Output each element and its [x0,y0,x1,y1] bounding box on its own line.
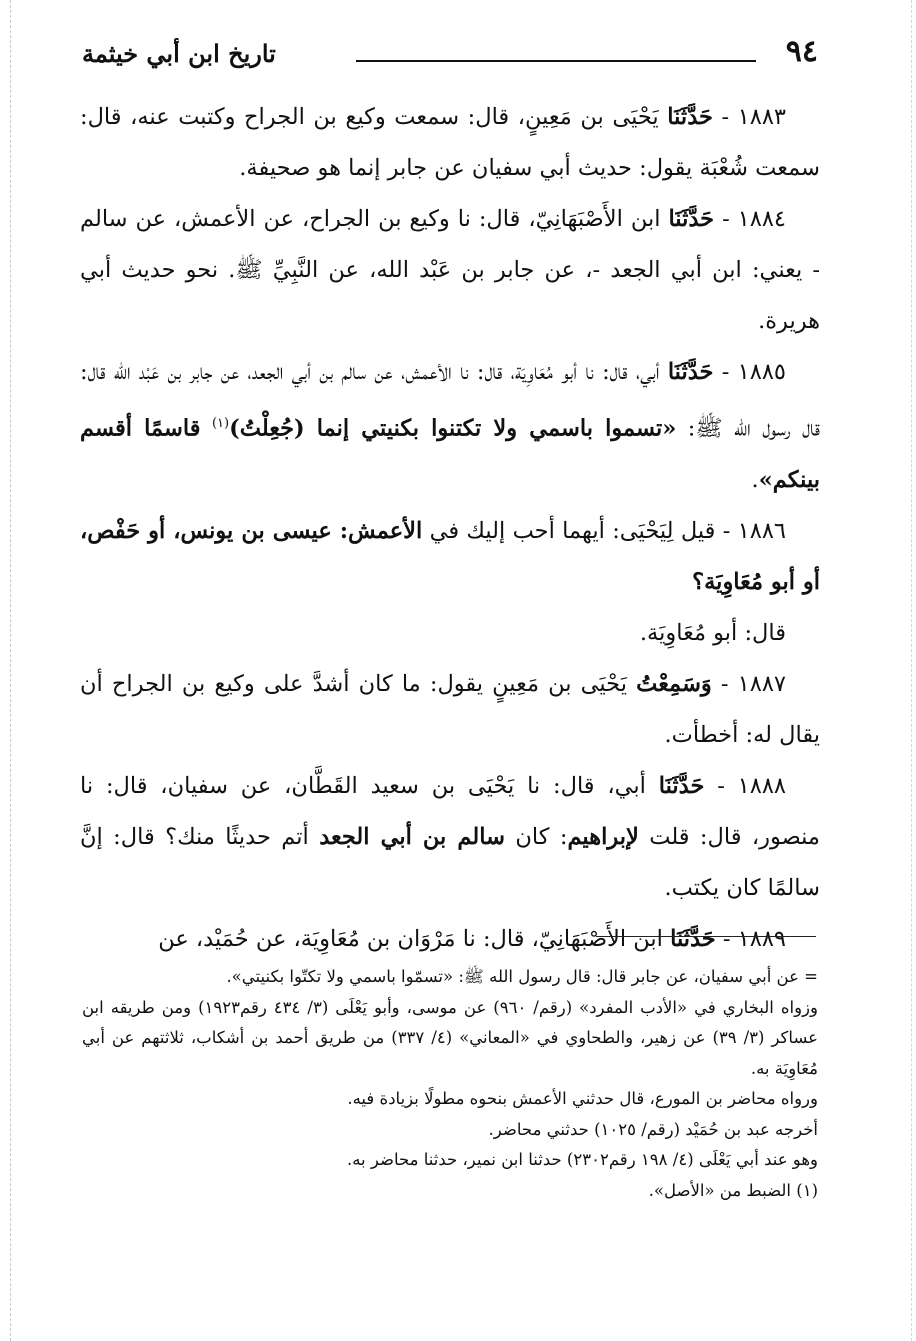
narration-verb: حَدَّثَنَا [667,359,714,385]
narration-verb: حَدَّثَنَا [667,104,713,130]
prophetic-quote-end: قاسمًا أقسم بينكم» [80,415,820,493]
narration-verb: وَسَمِعْتُ [636,670,712,697]
paragraph-1886 [80,506,820,608]
paragraph-1884 [80,194,820,347]
footnote-line: وزواه البخاري في «الأدب المفرد» (رقم/ ٩٦٠) عن موسى، وأبو يَعْلَى (٣/ ٤٣٤ رقم١٩٢٣) ومن طريقه ابن عساكر (٣/ ٣٩) عن زهير، والطحاوي في «المعاني» (٤/ ٣٣٧) من طريق أحمد بن أشكاب، ثلاثتهم عن أبي مُعَاوِيَة به. [82,997,819,1078]
paragraph-1887 [80,659,820,761]
scan-edge-left [10,0,11,1341]
scan-edge-right [911,0,912,1341]
paragraph-text: ابن الأَصْبَهَانِيّ، قال: نا وكيع بن الجراح، عن الأعمش، عن سالم - يعني: ابن أبي الجعد -، عن جابر بن عَبْد الله، عن النَّبِيِّ ﷺ. نحو حديث أبي هريرة. [80,206,820,334]
hadith-number: ١٨٨٥ - [721,359,787,385]
paragraph-text-middle: : كان [515,823,568,850]
page-header [82,32,818,76]
paragraph-1886-answer [80,608,820,659]
footnote-line: (١) الضبط من «الأصل». [648,1180,818,1200]
paragraph-text: ابن الأَصْبَهَانِيّ، قال: نا مَرْوَان بن مُعَاوِيَة، عن حُمَيْد، عن [158,925,663,952]
bold-name: سالم بن أبي الجعد [319,823,505,850]
page-number: ٩٤ [785,34,818,69]
hadith-number: ١٨٨٧ - [720,670,786,697]
paragraph-end: . [751,466,759,493]
question-names: الأعمش: عيسى بن يونس، أو حَفْص، أو أبو مُعَاوِيَة؟ [80,517,820,595]
paragraph-text: يَحْيَى بن مَعِينٍ، قال: سمعت وكيع بن الجراح وكتبت عنه، قال: سمعت شُعْبَة يقول: حديث أبي سفيان عن جابر إنما هو صحيفة. [80,104,820,181]
bold-name: لإبراهيم [567,823,639,850]
footnote-line: ورواه محاضر بن المورع، قال حدثني الأعمش بنحوه مطولًا بزيادة فيه. [347,1089,818,1108]
paragraph-1885 [80,347,820,506]
hadith-number: ١٨٨٣ - [721,104,787,130]
answer-text: قال: أبو مُعَاوِيَة. [639,619,786,646]
header-rule [356,60,756,62]
paragraph-1889 [80,914,820,965]
footnote-line: وهو عند أبي يَعْلَى (٤/ ١٩٨ رقم٢٣٠٢) حدثنا ابن نمير، حدثنا محاضر به. [346,1150,818,1169]
paragraph-1883 [80,92,820,194]
running-title: تاريخ ابن أبي خيثمة [82,39,276,68]
narration-verb: حَدَّثَنَا [668,206,715,232]
hadith-number: ١٨٨٨ - [717,772,786,799]
paragraph-text-end: أتم حديثًا منك؟ قال: إنَّ سالمًا كان يكتب. [80,823,820,901]
paragraph-text: قيل لِيَحْيَى: أيهما أحب إليك في [429,517,716,544]
footnote-marker: (١) [211,416,230,431]
hadith-number: ١٨٨٤ - [722,206,786,232]
paragraph-text: يَحْيَى بن مَعِينٍ يقول: ما كان أشدَّ على وكيع بن الجراح أن يقال له: أخطأت. [80,670,820,748]
main-text [80,92,820,965]
footnotes [82,962,818,1206]
footnote-line: = عن أبي سفيان، عن جابر قال: قال رسول الله ﷺ: «تسمّوا باسمي ولا تكتّوا بكنيتي». [226,967,818,986]
paragraph-text: أبي، قال: نا أبو مُعَاوِيَة، قال: نا الأعمش، عن سالم بن أبي الجعد، عن جابر بن عَبْد الله قال: قال رسول الله ﷺ: [80,359,821,442]
prophetic-quote: «تسموا باسمي ولا تكتنوا بكنيتي إنما (جُعِلْتُ) [229,415,677,442]
hadith-number: ١٨٨٩ - [722,925,786,952]
narration-verb: حَدَّثَنَا [670,925,716,952]
paragraph-1888 [80,761,820,914]
narration-verb: حَدَّثَنَا [658,772,705,799]
footnote-separator [596,936,816,937]
hadith-number: ١٨٨٦ - [722,517,787,544]
paragraph-text: أبي، قال: نا يَحْيَى بن سعيد القَطَّان، عن سفيان، قال: نا منصور، قال: قلت [80,772,820,850]
footnote-line: أخرجه عبد بن حُمَيْد (رقم/ ١٠٢٥) حدثني محاضر. [488,1119,818,1139]
